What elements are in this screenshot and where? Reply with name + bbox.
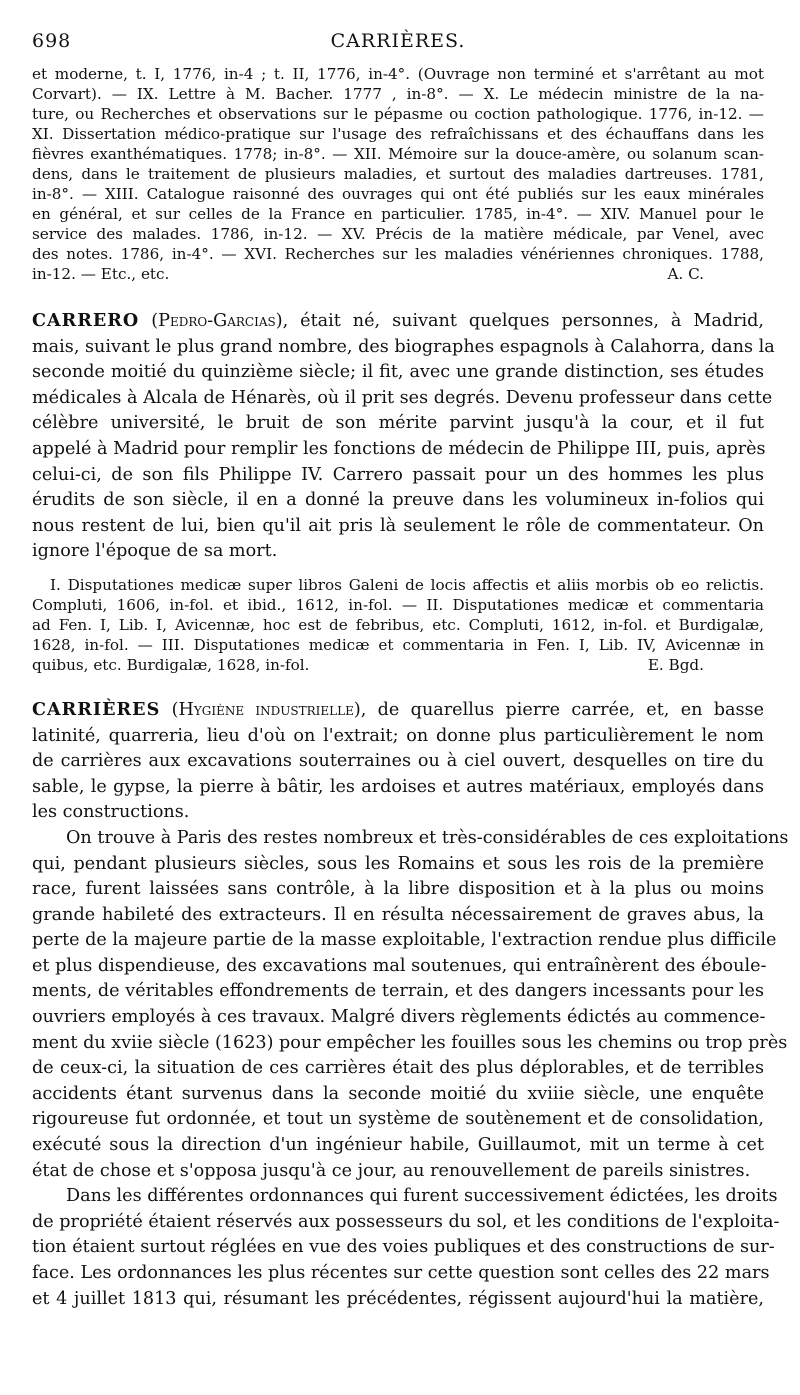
paragraph-line: et plus dispendieuse, des excavations mal soutenues, qui entraînèrent des éboule-: [32, 955, 767, 976]
entry-line: latinité, quarreria, lieu d'où on l'extrait; on donne plus particulièrement le nom: [32, 725, 764, 746]
entry-line: érudits de son siècle, il en a donné la preuve dans les volumineux in-folios qui: [32, 490, 764, 511]
bibliography-line: fièvres exanthématiques. 1778; in-8°. — XII. Mémoire sur la douce-amère, ou solanum scan-: [32, 145, 764, 163]
previous-entry-bibliography: [32, 64, 764, 284]
page-header: [32, 30, 764, 60]
bibliography-line: in-8°. — XIII. Catalogue raisonné des ouvrages qui ont été publiés sur les eaux minérales: [32, 185, 764, 203]
entry-category: (Hygiène industrielle),: [171, 699, 367, 720]
paragraph-line: ments, de véritables effondrements de terrain, et des dangers incessants pour les: [32, 981, 764, 1002]
works-line: I. Disputationes medicæ super libros Galeni de locis affectis et aliis morbis ob eo relictis.: [50, 575, 764, 594]
entry-line: médicales à Alcala de Hénarès, où il prit ses degrés. Devenu professeur dans cette: [32, 387, 773, 408]
paragraph-line: de ceux-ci, la situation de ces carrières était des plus déplorables, et de terribles: [32, 1058, 764, 1079]
entry-first-line: [32, 308, 764, 335]
bibliography-line: service des malades. 1786, in-12. — XV. Précis de la matière médicale, par Venel, avec: [32, 225, 764, 243]
entry-text: de quarellus pierre carrée, et, en basse: [377, 699, 765, 720]
paragraph-line: On trouve à Paris des restes nombreux et très-considérables de ces exploitations: [66, 827, 789, 848]
paragraph-line: accidents étant survenus dans la seconde moitié du xviiie siècle, une enquête: [32, 1083, 764, 1104]
entry-line: célèbre université, le bruit de son mérite parvint jusqu'à la cour, et il fut: [32, 413, 764, 434]
paragraph-line: état de chose et s'opposa jusqu'à ce jour, au renouvellement de pareils sinistres.: [32, 1160, 751, 1181]
entry-carrieres: [32, 697, 789, 1312]
author-signature: A. C.: [667, 265, 704, 283]
paragraph-line: qui, pendant plusieurs siècles, sous les Romains et sous les rois de la première: [32, 853, 764, 874]
page-number: 698: [32, 30, 72, 52]
spacer: [32, 675, 764, 697]
works-line: Compluti, 1606, in-fol. et ibid., 1612, in-fol. — II. Disputationes medicæ et commentaria: [32, 595, 764, 614]
entry-carrero: [32, 308, 775, 565]
bibliography-line: in-12. — Etc., etc.: [32, 265, 170, 283]
entry-first-line: [32, 697, 764, 724]
entry-headword: CARRIÈRES: [32, 698, 161, 720]
bibliography-line: Corvart). — IX. Lettre à M. Bacher. 1777 , in-8°. — X. Le médecin ministre de la na-: [32, 85, 764, 103]
carrero-works: [32, 575, 764, 675]
bibliography-line: en général, et sur celles de la France en particulier. 1785, in-4°. — XIV. Manuel pour le: [32, 205, 764, 223]
paragraph-line: rigoureuse fut ordonnée, et tout un système de soutènement et de consolidation,: [32, 1109, 764, 1130]
works-line: ad Fen. I, Lib. I, Avicennæ, hoc est de febribus, etc. Compluti, 1612, in-fol. et Burdigalæ,: [32, 615, 764, 634]
entry-line: celui-ci, de son fils Philippe IV. Carrero passait pour un des hommes les plus: [32, 464, 764, 485]
paragraph-line: grande habileté des extracteurs. Il en résulta nécessairement de graves abus, la: [32, 904, 764, 925]
entry-line: les constructions.: [32, 802, 190, 823]
entry-text: était né, suivant quelques personnes, à Madrid,: [300, 311, 765, 331]
paragraph-line: tion étaient surtout réglées en vue des voies publiques et des constructions de sur-: [32, 1237, 775, 1258]
entry-line: seconde moitié du quinzième siècle; il fit, avec une grande distinction, ses études: [32, 362, 764, 383]
bibliography-line: et moderne, t. I, 1776, in-4 ; t. II, 1776, in-4°. (Ouvrage non terminé et s'arrêtant au mot: [32, 65, 764, 83]
entry-line: sable, le gypse, la pierre à bâtir, les ardoises et autres matériaux, employés dans: [32, 776, 764, 797]
bibliography-line: des notes. 1786, in-4°. — XVI. Recherches sur les maladies vénériennes chroniques. 1788,: [32, 245, 764, 263]
spacer: [32, 284, 764, 308]
paragraph-line: et 4 juillet 1813 qui, résumant les précédentes, régissent aujourd'hui la matière,: [32, 1288, 764, 1309]
works-last-line: [32, 655, 764, 675]
bibliography-last-line: [32, 264, 764, 284]
paragraph-line: ment du xviie siècle (1623) pour empêcher les fouilles sous les chemins ou trop près: [32, 1032, 788, 1053]
entry-line: ignore l'époque de sa mort.: [32, 541, 278, 562]
entry-line: mais, suivant le plus grand nombre, des biographes espagnols à Calahorra, dans la: [32, 336, 775, 357]
paragraph-line: face. Les ordonnances les plus récentes sur cette question sont celles des 22 mars: [32, 1263, 770, 1283]
paragraph-line: exécuté sous la direction d'un ingénieur habile, Guillaumot, mit un terme à cet: [32, 1135, 764, 1156]
entry-line: de carrières aux excavations souterraines ou à ciel ouvert, desquelles on tire du: [32, 751, 764, 772]
bibliography-line: dens, dans le traitement de plusieurs maladies, et surtout des maladies dartreuses. 1781,: [32, 165, 764, 183]
paragraph-line: de propriété étaient réservés aux possesseurs du sol, et les conditions de l'exploita-: [32, 1211, 780, 1232]
works-line: 1628, in-fol. — III. Disputationes medicæ et commentaria in Fen. I, Lib. IV, Avicennæ in: [32, 635, 764, 654]
entry-headword: CARRERO: [32, 310, 140, 331]
author-signature: E. Bgd.: [647, 655, 704, 674]
paragraph-line: Dans les différentes ordonnances qui furent successivement édictées, les droits: [66, 1186, 778, 1207]
entry-line: appelé à Madrid pour remplir les fonctions de médecin de Philippe III, puis, après: [32, 438, 766, 459]
bibliography-line: ture, ou Recherches et observations sur le pépasme ou coction pathologique. 1776, in-12. —: [32, 105, 764, 123]
works-line: quibus, etc. Burdigalæ, 1628, in-fol.: [32, 655, 310, 674]
paragraph-line: perte de la majeure partie de la masse exploitable, l'extraction rendue plus difficile: [32, 930, 777, 951]
entry-line: nous restent de lui, bien qu'il ait pris là seulement le rôle de commentateur. On: [32, 515, 764, 536]
paragraph-line: ouvriers employés à ces travaux. Malgré divers règlements édictés au commence-: [32, 1007, 766, 1028]
entry-name: (Pedro-Garcias),: [151, 311, 289, 331]
bibliography-line: XI. Dissertation médico-pratique sur l'usage des refraîchissans et des échauffans dans les: [32, 125, 764, 143]
running-title: CARRIÈRES.: [330, 30, 466, 52]
paragraph-line: race, furent laissées sans contrôle, à la libre disposition et à la plus ou moins: [32, 879, 764, 900]
